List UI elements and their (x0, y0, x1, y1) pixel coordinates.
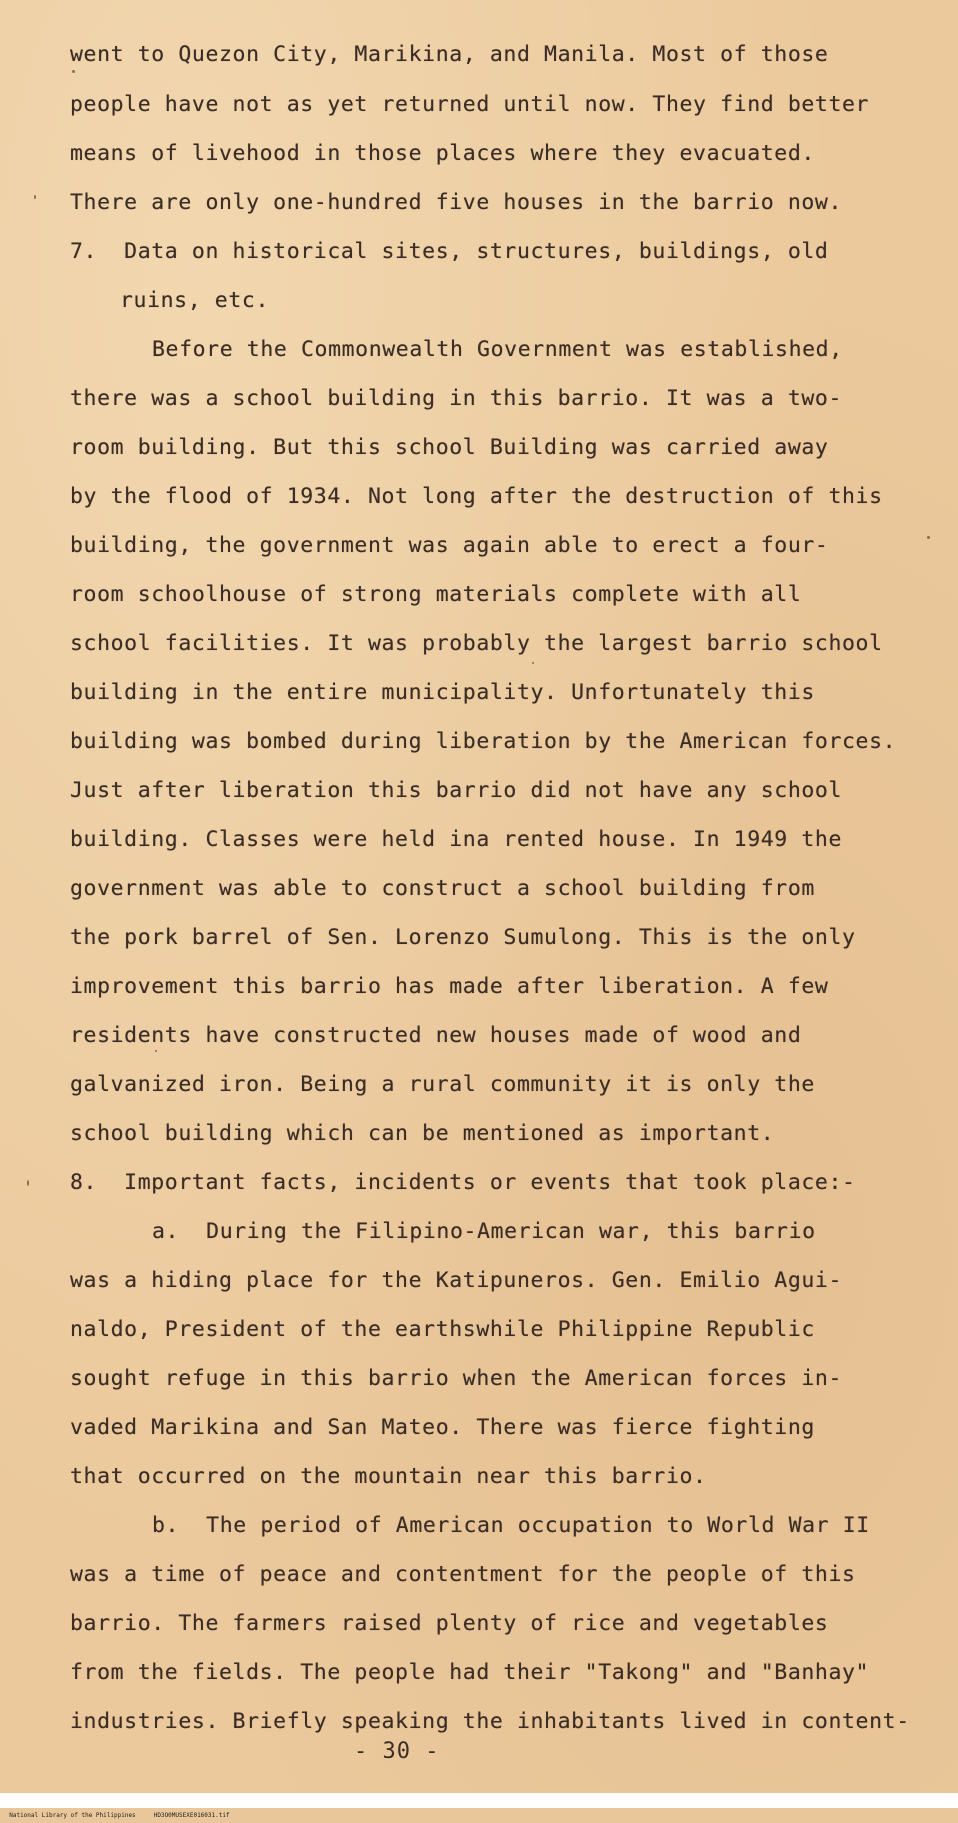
text-line-19: the pork barrel of Sen. Lorenzo Sumulong. This is the only (70, 925, 856, 950)
text-line-14: building in the entire municipality. Unfortunately this (70, 680, 815, 705)
text-line-3: means of livehood in those places where they evacuated. (70, 141, 815, 166)
text-line-2: people have not as yet returned until now. They find better (70, 92, 870, 117)
paper-speck (532, 662, 534, 664)
section-heading-7: 7. Data on historical sites, structures, buildings, old (70, 239, 829, 264)
text-line-10: by the flood of 1934. Not long after the destruction of this (70, 484, 883, 509)
text-line-29: vaded Marikina and San Mateo. There was fierce fighting (70, 1415, 815, 1440)
text-line-8: there was a school building in this barrio. It was a two- (70, 386, 843, 411)
text-line-35: industries. Briefly speaking the inhabitants lived in content- (70, 1709, 910, 1734)
text-line-28: sought refuge in this barrio when the American forces in- (70, 1366, 843, 1391)
paper-speck (27, 1180, 29, 1186)
text-line-1: went to Quezon City, Marikina, and Manila. Most of those (70, 42, 829, 67)
text-line-17: building. Classes were held ina rented house. In 1949 the (70, 827, 843, 852)
text-line-15: building was bombed during liberation by the American forces. (70, 729, 897, 754)
text-line-4: There are only one-hundred five houses in the barrio now. (70, 190, 843, 215)
paper-speck (155, 1050, 157, 1052)
paper-speck (927, 536, 930, 539)
footer-text: National Library of the Philippines HD3O0MUSEXE016031.tif (9, 1812, 230, 1819)
text-line-7: Before the Commonwealth Government was established, (152, 337, 843, 362)
text-line-13: school facilities. It was probably the largest barrio school (70, 631, 883, 656)
text-line-32: was a time of peace and contentment for the people of this (70, 1562, 856, 1587)
text-line-33: barrio. The farmers raised plenty of rice and vegetables (70, 1611, 829, 1636)
text-line-22: galvanized iron. Being a rural community it is only the (70, 1072, 815, 1097)
text-line-11: building, the government was again able to erect a four- (70, 533, 829, 558)
paper-speck (72, 70, 75, 73)
text-line-12: room schoolhouse of strong materials complete with all (70, 582, 802, 607)
text-line-21: residents have constructed new houses made of wood and (70, 1023, 802, 1048)
text-line-27: naldo, President of the earthswhile Philippine Republic (70, 1317, 815, 1342)
text-line-16: Just after liberation this barrio did not have any school (70, 778, 843, 803)
text-line-34: from the fields. The people had their "Takong" and "Banhay" (70, 1660, 870, 1685)
text-line-31: b. The period of American occupation to World War II (152, 1513, 870, 1538)
text-line-6: ruins, etc. (120, 288, 269, 313)
text-line-30: that occurred on the mountain near this barrio. (70, 1464, 707, 1489)
text-line-20: improvement this barrio has made after liberation. A few (70, 974, 829, 999)
scan-footer (0, 1793, 958, 1819)
text-line-23: school building which can be mentioned as important. (70, 1121, 775, 1146)
paper-speck (34, 195, 36, 199)
text-line-9: room building. But this school Building was carried away (70, 435, 829, 460)
page-number: - 30 - (354, 1739, 440, 1764)
section-heading-8: 8. Important facts, incidents or events that took place:- (70, 1170, 856, 1195)
text-line-18: government was able to construct a school building from (70, 876, 815, 901)
text-line-25: a. During the Filipino-American war, this barrio (152, 1219, 816, 1244)
text-line-26: was a hiding place for the Katipuneros. Gen. Emilio Agui- (70, 1268, 843, 1293)
